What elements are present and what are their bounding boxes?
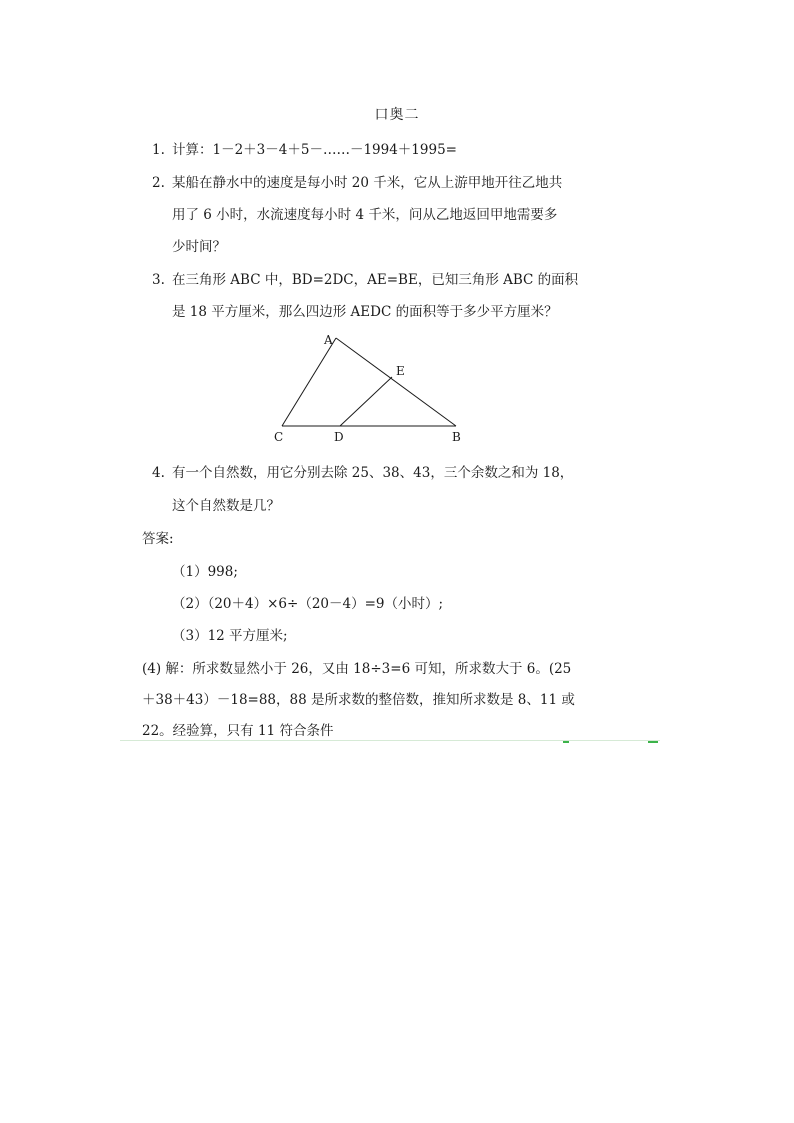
triangle-diagram <box>270 330 470 448</box>
question-text: 用了 6 小时，水流速度每小时 4 千米，问从乙地返回甲地需要多 <box>172 207 558 223</box>
vertex-label-b: B <box>452 430 461 444</box>
accent-mark <box>648 741 658 743</box>
question-number: 1. <box>152 142 165 158</box>
answer-3: （3）12 平方厘米; <box>172 628 288 644</box>
question-text: 这个自然数是几？ <box>172 498 280 514</box>
answers-heading: 答案: <box>142 531 174 547</box>
accent-mark <box>563 741 569 743</box>
question-text: 某船在静水中的速度是每小时 20 千米，它从上游甲地开往乙地共 <box>172 175 563 191</box>
answer-4-line: (4) 解：所求数显然小于 26，又由 18÷3=6 可知，所求数大于 6。(25 <box>142 661 572 677</box>
page-title: 口奥二 <box>374 107 420 123</box>
answer-2: （2）（20＋4）×6÷（20－4）=9（小时）; <box>172 596 444 612</box>
answer-1: （1）998; <box>172 564 238 580</box>
question-4 <box>152 461 573 481</box>
question-number: 4. <box>152 465 165 481</box>
vertex-label-c: C <box>274 430 284 444</box>
question-3 <box>152 268 578 288</box>
vertex-label-d: D <box>334 430 344 444</box>
segment-de <box>340 377 392 426</box>
answer-4-line: ＋38＋43）－18=88，88 是所求数的整倍数，推知所求数是 8、11 或 <box>142 692 575 708</box>
divider-line <box>120 740 660 741</box>
answer-4-line: 22。经验算，只有 11 符合条件 <box>142 723 334 739</box>
question-text: 计算：1－2＋3－4＋5－……－1994＋1995= <box>172 142 457 158</box>
vertex-label-e: E <box>396 364 405 378</box>
side-ac <box>282 338 336 426</box>
question-text: 有一个自然数，用它分别去除 25、38、43，三个余数之和为 18， <box>172 465 574 481</box>
question-text: 在三角形 ABC 中，BD=2DC，AE=BE，已知三角形 ABC 的面积 <box>172 272 579 288</box>
question-text: 少时间？ <box>172 239 226 255</box>
triangle-figure <box>270 330 470 448</box>
question-text: 是 18 平方厘米，那么四边形 AEDC 的面积等于多少平方厘米？ <box>172 304 558 320</box>
question-2 <box>152 171 562 191</box>
question-number: 2. <box>152 175 165 191</box>
question-number: 3. <box>152 272 165 288</box>
vertex-label-a: A <box>324 333 333 347</box>
question-1 <box>152 138 457 158</box>
